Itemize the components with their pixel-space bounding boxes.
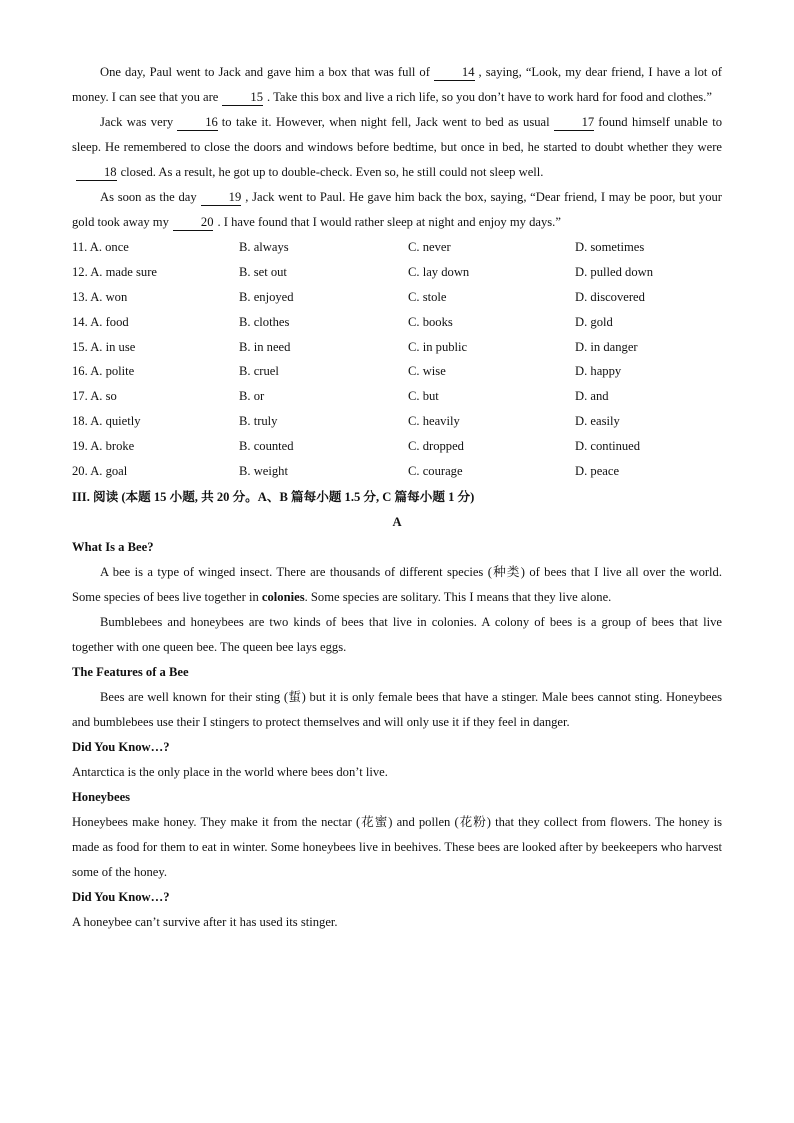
question-row (72, 235, 722, 260)
blank-19: 19 (201, 190, 242, 206)
option-a: 15. A. in use (72, 339, 136, 354)
text: A bee is a type of winged insect. There are thousands of different species (种类) of bees that I live all over the world. Some species of bees live together in (72, 564, 722, 604)
text: Jack was very (100, 115, 174, 129)
option-d: D. and (575, 389, 609, 404)
option-a: 14. A. food (72, 314, 129, 329)
text: . Some species are solitary. This I means that they live alone. (304, 589, 612, 604)
option-d: D. gold (575, 314, 613, 329)
option-c: C. but (408, 389, 439, 404)
option-d: D. happy (575, 364, 622, 379)
text: . I have found that I would rather sleep at night and enjoy my days.” (217, 215, 561, 229)
question-row (72, 384, 722, 409)
section-title: III. 阅读 (本题 15 小题, 共 20 分。A、B 篇每小题 1.5 分, C 篇每小题 1 分) (72, 489, 475, 504)
reading-paragraph-3: Bees are well known for their sting (蜇) but it is only female bees that have a stinger. Male bees cannot sting. Honeybees and bumblebees use their I stingers to protect themselves and will only use it if they feel in danger. (72, 689, 722, 729)
option-b: B. truly (239, 414, 278, 429)
option-b: B. weight (239, 464, 288, 479)
heading-did-you-know-2: Did You Know…? (72, 889, 170, 904)
option-a: 12. A. made sure (72, 264, 157, 279)
blank-16: 16 (177, 115, 218, 131)
option-b: B. cruel (239, 364, 279, 379)
question-row (72, 359, 722, 384)
option-d: D. discovered (575, 289, 645, 304)
cloze-paragraph-2 (72, 110, 722, 185)
reading-paragraph-5: Honeybees make honey. They make it from the nectar (花蜜) and pollen (花粉) that they collect from flowers. The honey is made as food for them to eat in winter. Some honeybees live in beehives. These bees are looked after by beekeepers who harvest some of the honey. (72, 814, 722, 879)
option-a: 11. A. once (72, 240, 129, 254)
text: , Jack went to Paul. He gave him back the box, saying, “Dear friend, I may be poor, but your gold took away my (72, 190, 722, 229)
text: As soon as the day (100, 190, 197, 204)
blank-20: 20 (173, 215, 214, 231)
option-c: C. stole (408, 289, 447, 304)
heading-honeybees: Honeybees (72, 789, 131, 804)
text: One day, Paul went to Jack and gave him a box that was full of (100, 65, 430, 79)
option-c: C. courage (408, 464, 463, 479)
question-row (72, 310, 722, 335)
option-b: B. counted (239, 439, 294, 454)
heading-did-you-know: Did You Know…? (72, 739, 170, 754)
reading-paragraph-1 (72, 560, 722, 610)
reading-paragraph-2: Bumblebees and honeybees are two kinds of bees that live in colonies. A colony of bees is a group of bees that live together with one queen bee. The queen bee lays eggs. (72, 614, 722, 654)
option-b: B. clothes (239, 314, 290, 329)
question-row (72, 335, 722, 360)
passage-label: A (392, 514, 402, 529)
question-row (72, 285, 722, 310)
question-row (72, 459, 722, 484)
option-c: C. never (408, 240, 451, 254)
text: , saying, “Look, my dear friend, I have a lot of money. I can see that you are (72, 65, 722, 104)
text: to take it. However, when night fell, Jack went to bed as usual (221, 115, 550, 129)
keyword-colonies: colonies (261, 589, 305, 604)
blank-15: 15 (222, 90, 263, 106)
reading-paragraph-4: Antarctica is the only place in the world where bees don’t live. (72, 764, 388, 779)
option-b: B. or (239, 389, 265, 404)
option-c: C. lay down (408, 264, 470, 279)
text: closed. As a result, he got up to double-check. Even so, he still could not sleep well. (120, 165, 544, 179)
option-c: C. in public (408, 339, 468, 354)
option-a: 16. A. polite (72, 364, 135, 379)
option-a: 13. A. won (72, 289, 128, 304)
option-d: D. peace (575, 464, 620, 479)
question-row (72, 409, 722, 434)
document-page (72, 60, 722, 935)
option-c: C. dropped (408, 439, 464, 454)
blank-17: 17 (554, 115, 595, 131)
option-d: D. easily (575, 414, 620, 429)
blank-18: 18 (76, 165, 117, 181)
option-d: D. continued (575, 439, 641, 454)
cloze-paragraph-1 (72, 60, 722, 110)
option-a: 17. A. so (72, 389, 117, 404)
option-b: B. always (239, 240, 289, 254)
option-a: 20. A. goal (72, 464, 128, 479)
option-b: B. set out (239, 264, 287, 279)
option-c: C. books (408, 314, 453, 329)
question-row (72, 434, 722, 459)
option-a: 19. A. broke (72, 439, 135, 454)
option-c: C. wise (408, 364, 446, 379)
cloze-paragraph-3 (72, 185, 722, 235)
option-d: D. sometimes (575, 240, 645, 254)
blank-14: 14 (434, 65, 475, 81)
option-a: 18. A. quietly (72, 414, 141, 429)
question-list (72, 235, 722, 484)
option-d: D. pulled down (575, 264, 654, 279)
option-c: C. heavily (408, 414, 460, 429)
option-d: D. in danger (575, 339, 638, 354)
heading-what-is-a-bee: What Is a Bee? (72, 539, 154, 554)
heading-features: The Features of a Bee (72, 664, 189, 679)
text: . Take this box and live a rich life, so you don’t have to work hard for food and clothes.” (267, 90, 712, 104)
reading-paragraph-6: A honeybee can’t survive after it has used its stinger. (72, 914, 338, 929)
option-b: B. in need (239, 339, 291, 354)
option-b: B. enjoyed (239, 289, 294, 304)
question-row (72, 260, 722, 285)
text: found himself unable to sleep. He remembered to close the doors and windows before bedtime, but once in bed, he started to doubt whether they were (72, 115, 723, 154)
